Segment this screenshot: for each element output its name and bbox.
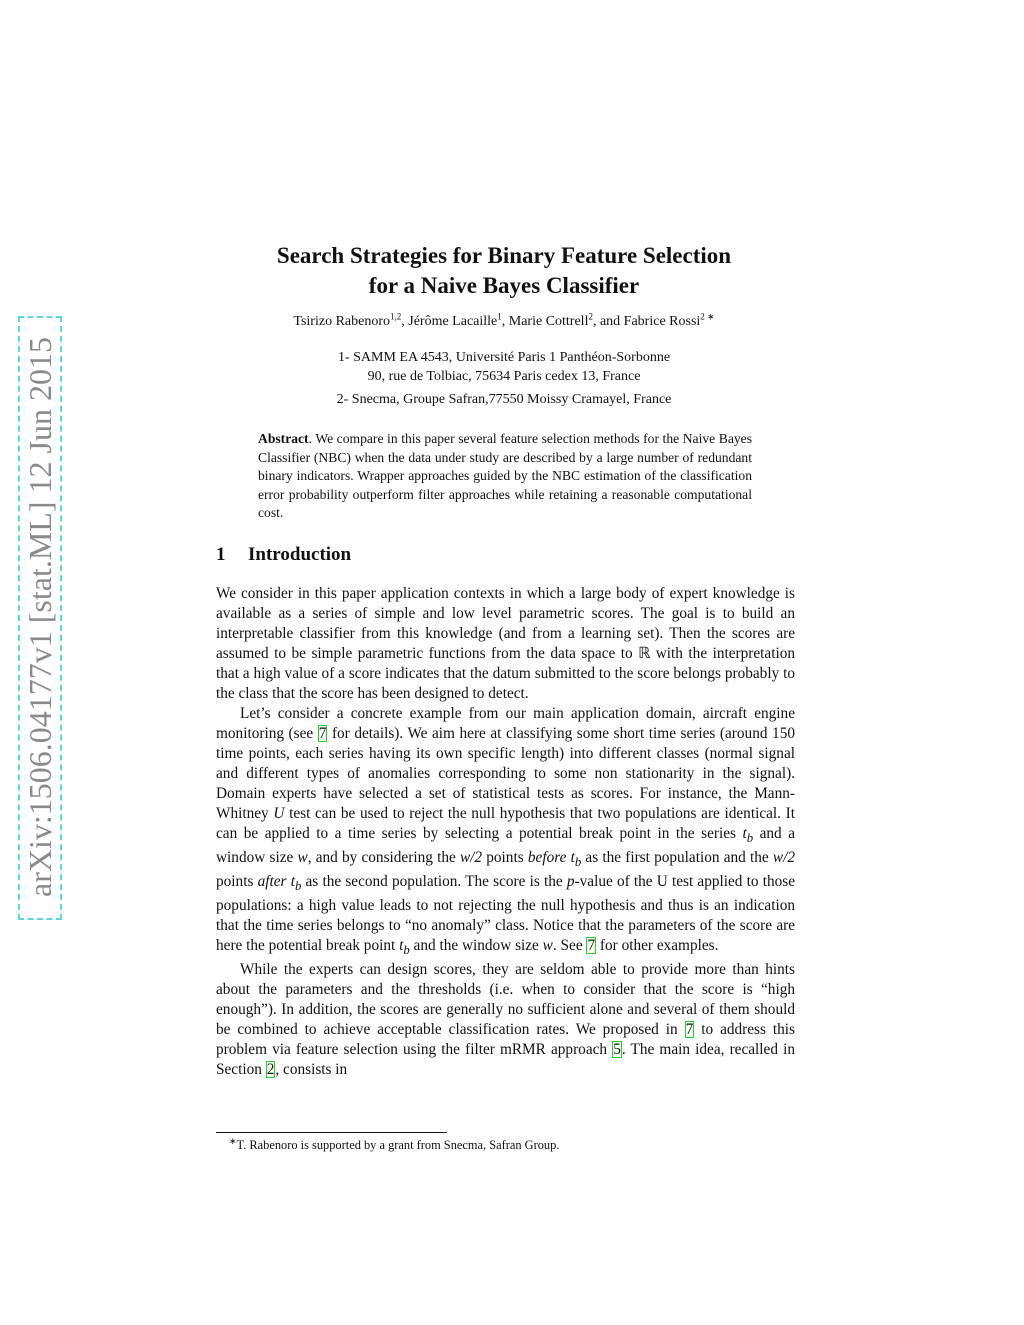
- math-var: t: [290, 873, 295, 891]
- abstract: [258, 430, 752, 523]
- text-run: Let’s consider a concrete example from our main application domain, aircraft engine monitoring (see: [216, 705, 795, 742]
- paragraph-3: [216, 960, 795, 1080]
- math-var: t: [399, 937, 404, 955]
- author-name: , and Fabrice Rossi: [592, 314, 701, 329]
- title-line-1: Search Strategies for Binary Feature Selection: [276, 243, 732, 268]
- text-run: While the experts can design scores, they are seldom able to provide more than hints about the parameters and the thresholds (i.e. when to consider that the score is “high enough”). In addition, the scores are generally no sufficient alone and several of them should be combined to achieve acceptable classification rates. We proposed in: [216, 961, 795, 1039]
- math-symbol: w: [297, 849, 308, 867]
- math-symbol: [290, 873, 302, 894]
- footnote-divider: [216, 1132, 447, 1133]
- text-run: , and by considering the: [307, 849, 460, 867]
- math-subscript: b: [294, 879, 302, 894]
- affiliation-1-line-1: 1- SAMM EA 4543, Université Paris 1 Panthéon-Sorbonne: [337, 350, 671, 365]
- paper-title: [200, 241, 808, 301]
- affiliation-2: 2- Snecma, Groupe Safran,77550 Moissy Cramayel, France: [336, 392, 672, 407]
- text-run: points: [216, 873, 258, 891]
- text-run: test can be used to reject the null hypothesis that two populations are identical. It can be applied to a time series by selecting a potential break point in the series: [216, 805, 796, 842]
- text-run: as the second population. The score is the: [301, 873, 567, 891]
- math-var: t: [570, 849, 575, 867]
- affiliation-1-line-2: 90, rue de Tolbiac, 75634 Paris cedex 13, France: [367, 369, 641, 384]
- author-name: Tsirizo Rabenoro: [293, 314, 390, 329]
- math-symbol: [570, 849, 582, 870]
- math-symbol: U: [273, 805, 285, 822]
- abstract-text: . We compare in this paper several feature selection methods for the Naive Bayes Classifier (NBC) when the data under study are described by a large number of redundant binary indicators. Wrapper approaches guided by the NBC estimation of the classification error probability outperform filter approaches while retaining a reasonable computational cost.: [258, 431, 752, 521]
- author-affil-mark: 1: [497, 311, 502, 322]
- citation-link[interactable]: 7: [318, 725, 327, 742]
- math-symbol: w: [542, 937, 553, 955]
- author-name: , Jérôme Lacaille: [401, 314, 498, 329]
- text-run: . See: [552, 937, 587, 955]
- text-run: and a window size: [216, 825, 796, 867]
- text-run: for other examples.: [596, 937, 719, 955]
- text-run: as the first population and the: [581, 849, 773, 867]
- author-affil-mark: 1,2: [390, 311, 402, 322]
- citation-link[interactable]: 5: [613, 1041, 621, 1059]
- math-subscript: b: [746, 831, 754, 846]
- paragraph-1: We consider in this paper application contexts in which a large body of expert knowledge is available as a series of simple and low level parametric scores. The goal is to build an interpretable classifier from this knowledge (and from a learning set). Then the scores are assumed to be simple parametric functions from the data space to ℝ with the interpretation that a high value of a score indicates that the datum submitted to the score belongs probably to the class that the score has been designed to detect.: [216, 585, 795, 702]
- author-affil-mark: 2: [588, 311, 593, 322]
- abstract-label: Abstract: [258, 431, 309, 446]
- footnote-mark: ∗: [229, 1135, 237, 1146]
- footnote-text: T. Rabenoro is supported by a grant from Snecma, Safran Group.: [236, 1138, 560, 1152]
- section-link[interactable]: 2: [266, 1061, 275, 1079]
- math-symbol: w/2: [459, 849, 483, 867]
- math-subscript: b: [403, 943, 410, 958]
- math-symbol: p: [566, 873, 575, 891]
- emphasis: after: [257, 873, 287, 891]
- section-heading: [216, 544, 351, 566]
- citation-link[interactable]: 7: [587, 937, 596, 955]
- citation-link[interactable]: 7: [685, 1021, 694, 1039]
- math-symbol: w/2: [772, 849, 796, 867]
- footnote-star: ∗: [704, 311, 715, 322]
- text-run: points: [482, 849, 528, 867]
- author-affil-mark: 2: [700, 311, 705, 322]
- footnote: [229, 1135, 560, 1153]
- math-symbol: [742, 825, 754, 846]
- arxiv-identifier: arXiv:1506.04177v1 [stat.ML] 12 Jun 2015: [22, 337, 58, 897]
- paragraph-2: [216, 704, 795, 960]
- affiliation-1: [200, 348, 808, 386]
- text-run: , consists in: [275, 1061, 348, 1079]
- math-var: t: [742, 825, 747, 842]
- text-run: . The main idea, recalled in Section: [216, 1041, 796, 1079]
- section-title: Introduction: [248, 544, 352, 565]
- text-run: to address this problem via feature selection using the filter mRMR approach: [216, 1021, 795, 1059]
- title-line-2: for a Naive Bayes Classifier: [368, 273, 640, 298]
- math-symbol: [399, 937, 410, 958]
- emphasis: before: [527, 849, 567, 867]
- author-list: [200, 311, 808, 330]
- section-number: 1: [216, 544, 226, 565]
- text-run: and the window size: [409, 937, 543, 955]
- math-subscript: b: [574, 855, 582, 870]
- body-text: [216, 584, 795, 1080]
- author-name: , Marie Cottrell: [501, 314, 589, 329]
- text-run: -value of the U test applied to those populations: a high value leads to not rejecting the null hypothesis and thus is an indication that the time series belongs to “no anomaly” class. Notice that the parameters of the score are here the potential break point: [216, 873, 796, 955]
- text-run: for details). We aim here at classifying some short time series (around 150 time points, each series having its own specific length) into different classes (normal signal and different types of anomalies corresponding to some non stationarity in the signal). Domain experts have selected a set of statistical tests as scores. For instance, the Mann-Whitney: [216, 725, 795, 822]
